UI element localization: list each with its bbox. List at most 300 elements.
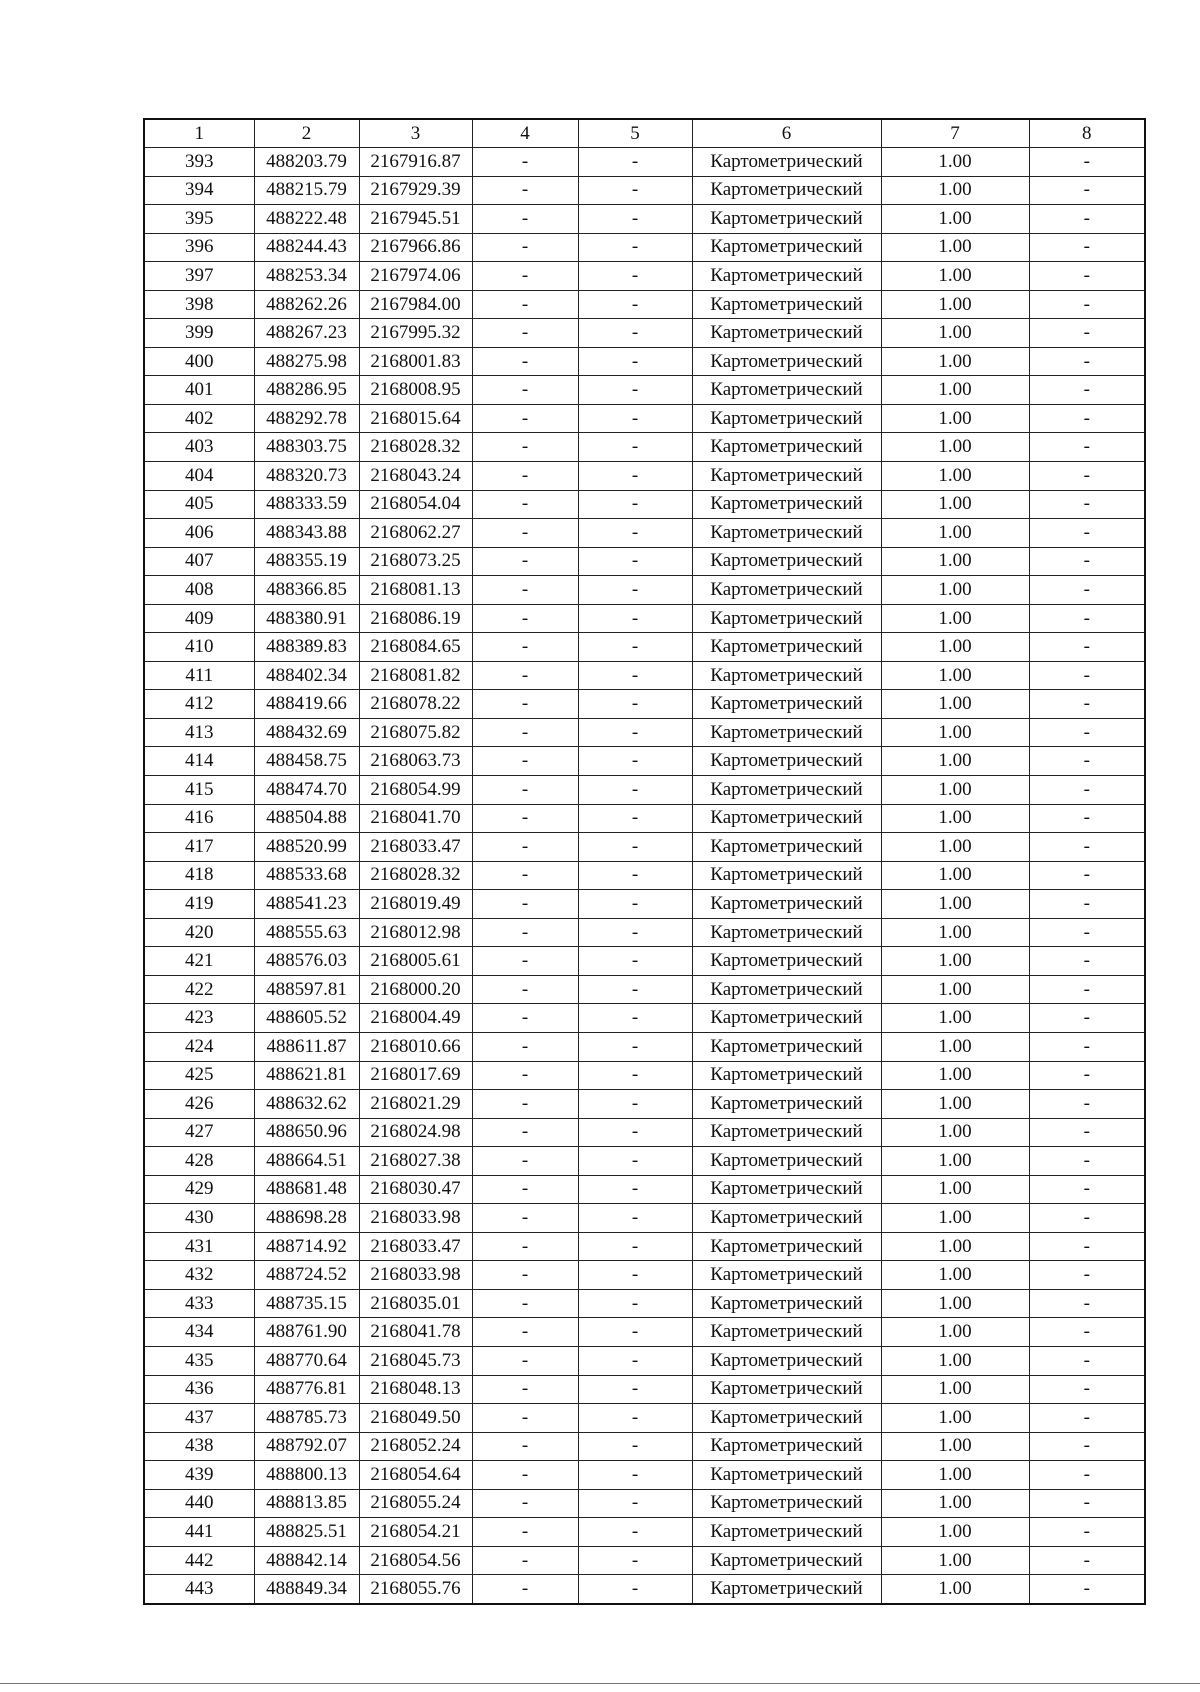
col5-cell: - [578, 1546, 692, 1575]
point-number-cell: 397 [144, 262, 254, 291]
method-cell: Картометрический [692, 205, 881, 234]
x-coordinate-cell: 488366.85 [254, 576, 359, 605]
method-cell: Картометрический [692, 918, 881, 947]
method-cell: Картометрический [692, 1204, 881, 1233]
col8-cell: - [1029, 1232, 1145, 1261]
header-cell: 5 [578, 119, 692, 148]
method-cell: Картометрический [692, 233, 881, 262]
header-cell: 7 [881, 119, 1029, 148]
method-cell: Картометрический [692, 433, 881, 462]
x-coordinate-cell: 488253.34 [254, 262, 359, 291]
method-cell: Картометрический [692, 776, 881, 805]
point-number-cell: 436 [144, 1375, 254, 1404]
table-row [144, 576, 1145, 605]
col8-cell: - [1029, 1061, 1145, 1090]
method-cell: Картометрический [692, 947, 881, 976]
method-cell: Картометрический [692, 690, 881, 719]
col5-cell: - [578, 205, 692, 234]
header-cell: 3 [359, 119, 472, 148]
col5-cell: - [578, 233, 692, 262]
col5-cell: - [578, 262, 692, 291]
accuracy-cell: 1.00 [881, 490, 1029, 519]
accuracy-cell: 1.00 [881, 804, 1029, 833]
col4-cell: - [472, 433, 578, 462]
x-coordinate-cell: 488770.64 [254, 1346, 359, 1375]
y-coordinate-cell: 2168054.21 [359, 1518, 472, 1547]
y-coordinate-cell: 2168045.73 [359, 1346, 472, 1375]
point-number-cell: 414 [144, 747, 254, 776]
y-coordinate-cell: 2168052.24 [359, 1432, 472, 1461]
table-row [144, 1575, 1145, 1604]
method-cell: Картометрический [692, 661, 881, 690]
point-number-cell: 430 [144, 1204, 254, 1233]
y-coordinate-cell: 2168005.61 [359, 947, 472, 976]
y-coordinate-cell: 2168055.76 [359, 1575, 472, 1604]
point-number-cell: 425 [144, 1061, 254, 1090]
table-row [144, 547, 1145, 576]
point-number-cell: 416 [144, 804, 254, 833]
x-coordinate-cell: 488842.14 [254, 1546, 359, 1575]
accuracy-cell: 1.00 [881, 1546, 1029, 1575]
table-row [144, 1147, 1145, 1176]
accuracy-cell: 1.00 [881, 975, 1029, 1004]
table-row [144, 1518, 1145, 1547]
col5-cell: - [578, 1061, 692, 1090]
table-row [144, 1404, 1145, 1433]
x-coordinate-cell: 488650.96 [254, 1118, 359, 1147]
header-cell: 6 [692, 119, 881, 148]
col5-cell: - [578, 804, 692, 833]
footer-rule [0, 1683, 1200, 1684]
x-coordinate-cell: 488380.91 [254, 604, 359, 633]
col4-cell: - [472, 633, 578, 662]
col8-cell: - [1029, 1175, 1145, 1204]
col5-cell: - [578, 376, 692, 405]
table-row [144, 1289, 1145, 1318]
table-row [144, 1232, 1145, 1261]
col5-cell: - [578, 1432, 692, 1461]
col5-cell: - [578, 1375, 692, 1404]
col5-cell: - [578, 1318, 692, 1347]
col5-cell: - [578, 776, 692, 805]
table-row [144, 347, 1145, 376]
point-number-cell: 439 [144, 1461, 254, 1490]
col5-cell: - [578, 861, 692, 890]
col8-cell: - [1029, 1032, 1145, 1061]
accuracy-cell: 1.00 [881, 633, 1029, 662]
method-cell: Картометрический [692, 1147, 881, 1176]
y-coordinate-cell: 2168054.56 [359, 1546, 472, 1575]
col4-cell: - [472, 1289, 578, 1318]
col5-cell: - [578, 490, 692, 519]
col4-cell: - [472, 718, 578, 747]
table-row [144, 1090, 1145, 1119]
point-number-cell: 411 [144, 661, 254, 690]
method-cell: Картометрический [692, 1289, 881, 1318]
method-cell: Картометрический [692, 376, 881, 405]
method-cell: Картометрический [692, 148, 881, 177]
y-coordinate-cell: 2168063.73 [359, 747, 472, 776]
col8-cell: - [1029, 1118, 1145, 1147]
point-number-cell: 399 [144, 319, 254, 348]
y-coordinate-cell: 2168008.95 [359, 376, 472, 405]
accuracy-cell: 1.00 [881, 1261, 1029, 1290]
method-cell: Картометрический [692, 404, 881, 433]
y-coordinate-cell: 2168035.01 [359, 1289, 472, 1318]
col4-cell: - [472, 1518, 578, 1547]
method-cell: Картометрический [692, 975, 881, 1004]
col4-cell: - [472, 604, 578, 633]
table-row [144, 890, 1145, 919]
x-coordinate-cell: 488458.75 [254, 747, 359, 776]
col4-cell: - [472, 1461, 578, 1490]
point-number-cell: 418 [144, 861, 254, 890]
y-coordinate-cell: 2168001.83 [359, 347, 472, 376]
point-number-cell: 427 [144, 1118, 254, 1147]
table-row [144, 1546, 1145, 1575]
y-coordinate-cell: 2168021.29 [359, 1090, 472, 1119]
point-number-cell: 426 [144, 1090, 254, 1119]
col4-cell: - [472, 347, 578, 376]
method-cell: Картометрический [692, 1175, 881, 1204]
method-cell: Картометрический [692, 1375, 881, 1404]
col4-cell: - [472, 1061, 578, 1090]
table-row [144, 1432, 1145, 1461]
x-coordinate-cell: 488541.23 [254, 890, 359, 919]
x-coordinate-cell: 488576.03 [254, 947, 359, 976]
method-cell: Картометрический [692, 1575, 881, 1604]
x-coordinate-cell: 488664.51 [254, 1147, 359, 1176]
col8-cell: - [1029, 233, 1145, 262]
x-coordinate-cell: 488432.69 [254, 718, 359, 747]
col5-cell: - [578, 462, 692, 491]
table-row [144, 1346, 1145, 1375]
table-row [144, 462, 1145, 491]
point-number-cell: 409 [144, 604, 254, 633]
x-coordinate-cell: 488735.15 [254, 1289, 359, 1318]
col5-cell: - [578, 1518, 692, 1547]
col4-cell: - [472, 1432, 578, 1461]
accuracy-cell: 1.00 [881, 1461, 1029, 1490]
table-row [144, 861, 1145, 890]
x-coordinate-cell: 488244.43 [254, 233, 359, 262]
x-coordinate-cell: 488262.26 [254, 290, 359, 319]
table-row [144, 718, 1145, 747]
x-coordinate-cell: 488605.52 [254, 1004, 359, 1033]
col8-cell: - [1029, 1546, 1145, 1575]
accuracy-cell: 1.00 [881, 233, 1029, 262]
y-coordinate-cell: 2168054.99 [359, 776, 472, 805]
col4-cell: - [472, 690, 578, 719]
col4-cell: - [472, 1261, 578, 1290]
table-body [144, 119, 1145, 1604]
method-cell: Картометрический [692, 833, 881, 862]
point-number-cell: 412 [144, 690, 254, 719]
x-coordinate-cell: 488632.62 [254, 1090, 359, 1119]
col8-cell: - [1029, 1461, 1145, 1490]
col5-cell: - [578, 1175, 692, 1204]
method-cell: Картометрический [692, 1032, 881, 1061]
accuracy-cell: 1.00 [881, 776, 1029, 805]
col5-cell: - [578, 1032, 692, 1061]
x-coordinate-cell: 488292.78 [254, 404, 359, 433]
x-coordinate-cell: 488792.07 [254, 1432, 359, 1461]
y-coordinate-cell: 2168030.47 [359, 1175, 472, 1204]
point-number-cell: 431 [144, 1232, 254, 1261]
y-coordinate-cell: 2168027.38 [359, 1147, 472, 1176]
col4-cell: - [472, 519, 578, 548]
point-number-cell: 407 [144, 547, 254, 576]
col5-cell: - [578, 1004, 692, 1033]
x-coordinate-cell: 488849.34 [254, 1575, 359, 1604]
point-number-cell: 422 [144, 975, 254, 1004]
table-row [144, 975, 1145, 1004]
method-cell: Картометрический [692, 890, 881, 919]
table-row [144, 319, 1145, 348]
col5-cell: - [578, 833, 692, 862]
x-coordinate-cell: 488203.79 [254, 148, 359, 177]
table-row [144, 1032, 1145, 1061]
col5-cell: - [578, 433, 692, 462]
col4-cell: - [472, 1546, 578, 1575]
col4-cell: - [472, 804, 578, 833]
col4-cell: - [472, 890, 578, 919]
point-number-cell: 404 [144, 462, 254, 491]
point-number-cell: 442 [144, 1546, 254, 1575]
method-cell: Картометрический [692, 747, 881, 776]
col8-cell: - [1029, 376, 1145, 405]
y-coordinate-cell: 2167984.00 [359, 290, 472, 319]
accuracy-cell: 1.00 [881, 747, 1029, 776]
accuracy-cell: 1.00 [881, 433, 1029, 462]
y-coordinate-cell: 2168055.24 [359, 1489, 472, 1518]
point-number-cell: 429 [144, 1175, 254, 1204]
col8-cell: - [1029, 833, 1145, 862]
x-coordinate-cell: 488520.99 [254, 833, 359, 862]
col8-cell: - [1029, 148, 1145, 177]
y-coordinate-cell: 2168043.24 [359, 462, 472, 491]
coordinates-table [143, 118, 1146, 1605]
col8-cell: - [1029, 604, 1145, 633]
col4-cell: - [472, 176, 578, 205]
col4-cell: - [472, 1318, 578, 1347]
accuracy-cell: 1.00 [881, 1375, 1029, 1404]
table-row [144, 1118, 1145, 1147]
col8-cell: - [1029, 433, 1145, 462]
y-coordinate-cell: 2168084.65 [359, 633, 472, 662]
x-coordinate-cell: 488611.87 [254, 1032, 359, 1061]
col8-cell: - [1029, 404, 1145, 433]
table-row [144, 1204, 1145, 1233]
accuracy-cell: 1.00 [881, 262, 1029, 291]
col5-cell: - [578, 1575, 692, 1604]
accuracy-cell: 1.00 [881, 833, 1029, 862]
point-number-cell: 403 [144, 433, 254, 462]
point-number-cell: 415 [144, 776, 254, 805]
col4-cell: - [472, 576, 578, 605]
accuracy-cell: 1.00 [881, 1032, 1029, 1061]
x-coordinate-cell: 488681.48 [254, 1175, 359, 1204]
col4-cell: - [472, 290, 578, 319]
x-coordinate-cell: 488343.88 [254, 519, 359, 548]
accuracy-cell: 1.00 [881, 1575, 1029, 1604]
col8-cell: - [1029, 1489, 1145, 1518]
accuracy-cell: 1.00 [881, 1175, 1029, 1204]
y-coordinate-cell: 2168054.64 [359, 1461, 472, 1490]
x-coordinate-cell: 488533.68 [254, 861, 359, 890]
x-coordinate-cell: 488761.90 [254, 1318, 359, 1347]
method-cell: Картометрический [692, 347, 881, 376]
col5-cell: - [578, 947, 692, 976]
col8-cell: - [1029, 918, 1145, 947]
y-coordinate-cell: 2167929.39 [359, 176, 472, 205]
col4-cell: - [472, 776, 578, 805]
col4-cell: - [472, 547, 578, 576]
col4-cell: - [472, 661, 578, 690]
table-row [144, 776, 1145, 805]
col5-cell: - [578, 1090, 692, 1119]
x-coordinate-cell: 488419.66 [254, 690, 359, 719]
table-row [144, 947, 1145, 976]
y-coordinate-cell: 2168086.19 [359, 604, 472, 633]
col5-cell: - [578, 404, 692, 433]
accuracy-cell: 1.00 [881, 1432, 1029, 1461]
col4-cell: - [472, 1090, 578, 1119]
method-cell: Картометрический [692, 718, 881, 747]
col8-cell: - [1029, 1432, 1145, 1461]
accuracy-cell: 1.00 [881, 1404, 1029, 1433]
y-coordinate-cell: 2168019.49 [359, 890, 472, 919]
accuracy-cell: 1.00 [881, 176, 1029, 205]
point-number-cell: 395 [144, 205, 254, 234]
accuracy-cell: 1.00 [881, 1118, 1029, 1147]
accuracy-cell: 1.00 [881, 205, 1029, 234]
method-cell: Картометрический [692, 1061, 881, 1090]
col8-cell: - [1029, 462, 1145, 491]
col8-cell: - [1029, 1518, 1145, 1547]
y-coordinate-cell: 2168041.78 [359, 1318, 472, 1347]
point-number-cell: 441 [144, 1518, 254, 1547]
col5-cell: - [578, 918, 692, 947]
table-row [144, 148, 1145, 177]
point-number-cell: 413 [144, 718, 254, 747]
accuracy-cell: 1.00 [881, 462, 1029, 491]
point-number-cell: 423 [144, 1004, 254, 1033]
y-coordinate-cell: 2167966.86 [359, 233, 472, 262]
method-cell: Картометрический [692, 1090, 881, 1119]
col4-cell: - [472, 462, 578, 491]
col5-cell: - [578, 1489, 692, 1518]
col4-cell: - [472, 1575, 578, 1604]
method-cell: Картометрический [692, 1004, 881, 1033]
y-coordinate-cell: 2168015.64 [359, 404, 472, 433]
y-coordinate-cell: 2168004.49 [359, 1004, 472, 1033]
table-row [144, 290, 1145, 319]
method-cell: Картометрический [692, 1232, 881, 1261]
point-number-cell: 434 [144, 1318, 254, 1347]
table-row [144, 833, 1145, 862]
accuracy-cell: 1.00 [881, 404, 1029, 433]
col5-cell: - [578, 319, 692, 348]
y-coordinate-cell: 2167916.87 [359, 148, 472, 177]
point-number-cell: 417 [144, 833, 254, 862]
col8-cell: - [1029, 1147, 1145, 1176]
col4-cell: - [472, 376, 578, 405]
y-coordinate-cell: 2168033.47 [359, 1232, 472, 1261]
x-coordinate-cell: 488800.13 [254, 1461, 359, 1490]
col4-cell: - [472, 1032, 578, 1061]
col8-cell: - [1029, 861, 1145, 890]
y-coordinate-cell: 2168012.98 [359, 918, 472, 947]
col8-cell: - [1029, 490, 1145, 519]
col5-cell: - [578, 1461, 692, 1490]
method-cell: Картометрический [692, 633, 881, 662]
col8-cell: - [1029, 975, 1145, 1004]
col8-cell: - [1029, 804, 1145, 833]
accuracy-cell: 1.00 [881, 947, 1029, 976]
y-coordinate-cell: 2168017.69 [359, 1061, 472, 1090]
accuracy-cell: 1.00 [881, 1061, 1029, 1090]
col4-cell: - [472, 1346, 578, 1375]
method-cell: Картометрический [692, 1489, 881, 1518]
y-coordinate-cell: 2167995.32 [359, 319, 472, 348]
y-coordinate-cell: 2168062.27 [359, 519, 472, 548]
col4-cell: - [472, 1118, 578, 1147]
col5-cell: - [578, 347, 692, 376]
table-header-row [144, 119, 1145, 148]
y-coordinate-cell: 2168054.04 [359, 490, 472, 519]
method-cell: Картометрический [692, 1461, 881, 1490]
col5-cell: - [578, 975, 692, 1004]
point-number-cell: 402 [144, 404, 254, 433]
y-coordinate-cell: 2168081.13 [359, 576, 472, 605]
y-coordinate-cell: 2168041.70 [359, 804, 472, 833]
col8-cell: - [1029, 1346, 1145, 1375]
point-number-cell: 428 [144, 1147, 254, 1176]
col4-cell: - [472, 490, 578, 519]
table-row [144, 918, 1145, 947]
col4-cell: - [472, 404, 578, 433]
y-coordinate-cell: 2168081.82 [359, 661, 472, 690]
point-number-cell: 410 [144, 633, 254, 662]
col5-cell: - [578, 604, 692, 633]
x-coordinate-cell: 488275.98 [254, 347, 359, 376]
col8-cell: - [1029, 290, 1145, 319]
x-coordinate-cell: 488474.70 [254, 776, 359, 805]
y-coordinate-cell: 2168033.98 [359, 1261, 472, 1290]
method-cell: Картометрический [692, 490, 881, 519]
x-coordinate-cell: 488597.81 [254, 975, 359, 1004]
col8-cell: - [1029, 1004, 1145, 1033]
accuracy-cell: 1.00 [881, 1004, 1029, 1033]
method-cell: Картометрический [692, 176, 881, 205]
table-row [144, 433, 1145, 462]
accuracy-cell: 1.00 [881, 547, 1029, 576]
col8-cell: - [1029, 661, 1145, 690]
point-number-cell: 437 [144, 1404, 254, 1433]
y-coordinate-cell: 2168000.20 [359, 975, 472, 1004]
accuracy-cell: 1.00 [881, 890, 1029, 919]
table-row [144, 1061, 1145, 1090]
point-number-cell: 432 [144, 1261, 254, 1290]
accuracy-cell: 1.00 [881, 918, 1029, 947]
point-number-cell: 401 [144, 376, 254, 405]
table-row [144, 205, 1145, 234]
col5-cell: - [578, 519, 692, 548]
method-cell: Картометрический [692, 1546, 881, 1575]
x-coordinate-cell: 488286.95 [254, 376, 359, 405]
col4-cell: - [472, 233, 578, 262]
